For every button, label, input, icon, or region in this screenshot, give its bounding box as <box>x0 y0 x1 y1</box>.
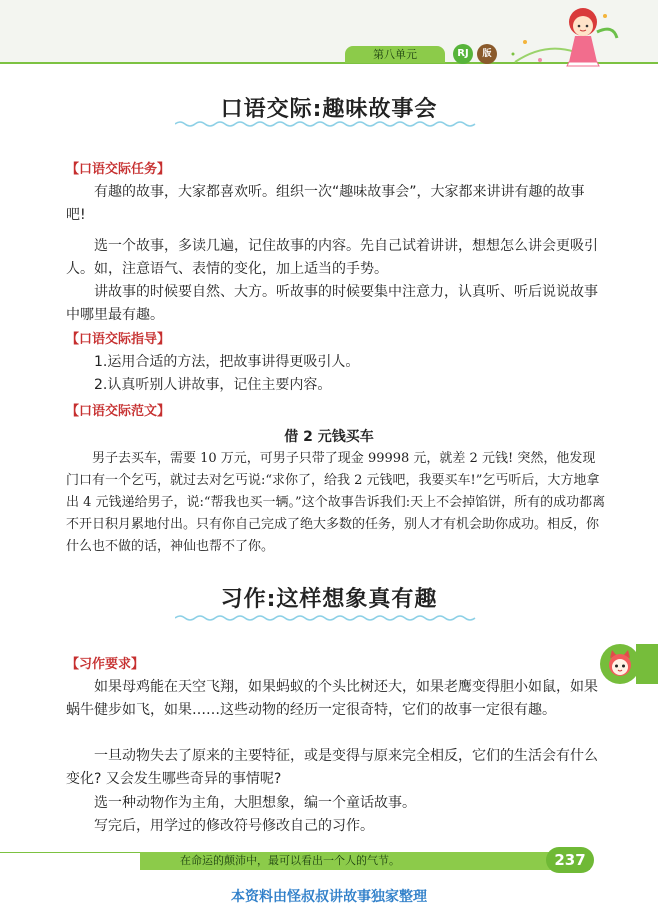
guide-label: 【口语交际指导】 <box>66 332 171 347</box>
requirement-paragraph-4: 写完后，用学过的修改符号修改自己的习作。 <box>94 818 374 834</box>
requirement-paragraph-3: 选一种动物作为主角，大胆想象，编一个童话故事。 <box>94 795 416 811</box>
fairy-girl-illustration <box>505 2 625 68</box>
section-title-speaking: 口语交际:趣味故事会 <box>220 97 438 122</box>
task-paragraph-1: 有趣的故事，大家都喜欢听。组织一次“趣味故事会”，大家都来讲讲有趣的故事吧! <box>66 184 585 223</box>
rj-badge: RJ <box>453 44 473 64</box>
sample-label: 【口语交际范文】 <box>66 404 171 419</box>
requirement-label: 【习作要求】 <box>66 657 145 672</box>
task-label: 【口语交际任务】 <box>66 162 171 177</box>
footer-motto: 在命运的颠沛中，最可以看出一个人的气节。 <box>180 854 400 867</box>
story-text: 男子去买车，需要 10 万元，可男子只带了现金 99998 元，就差 2 元钱! 突然，他发现门口有一个乞丐，就过去对乞丐说:“求你了，给我 2 元钱吧，我要买车!”乞丐听后，大方地拿出 4 元钱递给男子，说:“帮我也买一辆。”这个故事告诉我们:天上不会掉馅饼，所有的成功都离不开日积月累地付出。只有你自己完成了绝大多数的任务，别人才有机会助你成功。相反，你什么也不做的话，神仙也帮不了你。 <box>66 451 606 554</box>
task-paragraph-3: 讲故事的时候要自然、大方。听故事的时候要集中注意力，认真听、听后说说故事中哪里最有趣。 <box>66 284 598 323</box>
requirement-paragraph-1: 如果母鸡能在天空飞翔，如果蚂蚁的个头比树还大，如果老鹰变得胆小如鼠，如果蜗牛健步如飞，如果……这些动物的经历一定很奇特，它们的故事一定很有趣。 <box>66 679 598 718</box>
cat-mascot-icon <box>600 644 640 684</box>
story-title: 借 2 元钱买车 <box>284 429 374 445</box>
wavy-divider <box>175 120 480 128</box>
credit-line: 本资料由怪叔叔讲故事独家整理 <box>231 889 427 905</box>
section-title-writing: 习作:这样想象真有趣 <box>220 587 438 612</box>
task-paragraph-2: 选一个故事，多读几遍，记住故事的内容。先自己试着讲讲，想想怎么讲会更吸引人。如，注意语气、表情的变化，加上适当的手势。 <box>66 238 598 277</box>
edition-badge: 版 <box>477 44 497 64</box>
unit-label: 第八单元 <box>345 46 445 63</box>
wavy-divider <box>175 614 480 622</box>
guide-item-2: 2.认真听别人讲故事，记住主要内容。 <box>94 377 332 393</box>
page-number: 237 <box>546 847 594 873</box>
guide-item-1: 1.运用合适的方法，把故事讲得更吸引人。 <box>94 354 360 370</box>
requirement-paragraph-2: 一旦动物失去了原来的主要特征，或是变得与原来完全相反，它们的生活会有什么变化? 又会发生哪些奇异的事情呢? <box>66 748 598 787</box>
